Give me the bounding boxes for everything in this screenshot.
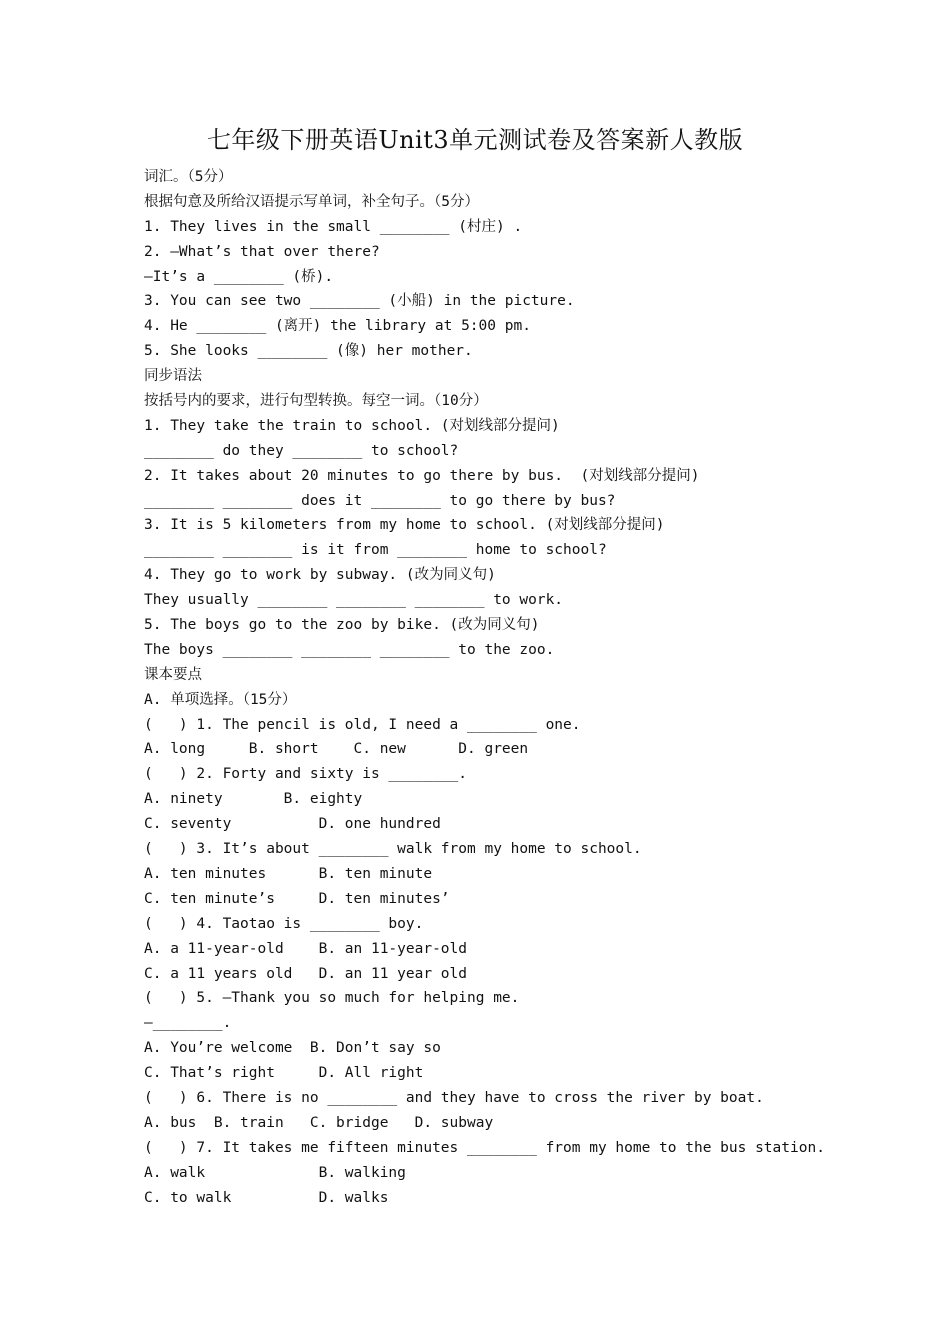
mc-question-5-response: —________.	[144, 1015, 232, 1032]
section-textbook-heading: 课本要点	[144, 666, 202, 683]
vocab-question-2-answer: —It’s a ________ (桥).	[144, 268, 334, 285]
mc-question-2-options-cd: C. seventy D. one hundred	[144, 816, 441, 833]
mc-question-5: ( ) 5. —Thank you so much for helping me.	[144, 990, 520, 1007]
grammar-question-5-blank: The boys ________ ________ ________ to the zoo.	[144, 641, 555, 658]
mc-question-3: ( ) 3. It’s about ________ walk from my home to school.	[144, 841, 642, 858]
mc-question-4: ( ) 4. Taotao is ________ boy.	[144, 915, 424, 932]
mc-question-7-options-ab: A. walk B. walking	[144, 1164, 406, 1181]
mc-question-1-options: A. long B. short C. new D. green	[144, 741, 529, 758]
document-title: 七年级下册英语Unit3单元测试卷及答案新人教版	[206, 126, 744, 154]
mc-question-5-options-ab: A. You’re welcome B. Don’t say so	[144, 1040, 441, 1057]
mc-question-7: ( ) 7. It takes me fifteen minutes ________ from my home to the bus station.	[144, 1139, 825, 1156]
mc-question-3-options-ab: A. ten minutes B. ten minute	[144, 865, 433, 882]
grammar-question-5: 5. The boys go to the zoo by bike. (改为同义句)	[144, 617, 540, 634]
grammar-instructions: 按括号内的要求，进行句型转换。每空一词。（10分）	[144, 393, 488, 410]
mc-question-2-options-ab: A. ninety B. eighty	[144, 791, 363, 808]
vocab-question-3: 3. You can see two ________ (小船) in the picture.	[144, 293, 575, 310]
grammar-question-4-blank: They usually ________ ________ ________ to work.	[144, 592, 564, 609]
grammar-question-3: 3. It is 5 kilometers from my home to school. (对划线部分提问)	[144, 517, 665, 534]
grammar-question-1: 1. They take the train to school. (对划线部分提问)	[144, 417, 560, 434]
mc-question-6-options: A. bus B. train C. bridge D. subway	[144, 1114, 494, 1131]
grammar-question-2-blank: ________ ________ does it ________ to go there by bus?	[144, 492, 616, 509]
document-body	[144, 165, 904, 1210]
grammar-question-3-blank: ________ ________ is it from ________ home to school?	[144, 542, 607, 559]
mc-question-1: ( ) 1. The pencil is old, I need a ________ one.	[144, 716, 581, 733]
vocab-question-2: 2. —What’s that over there?	[144, 243, 380, 260]
mc-question-2: ( ) 2. Forty and sixty is ________.	[144, 766, 468, 783]
grammar-question-2: 2. It takes about 20 minutes to go there by bus. (对划线部分提问)	[144, 467, 700, 484]
vocab-question-5: 5. She looks ________ (像) her mother.	[144, 343, 473, 360]
vocab-question-4: 4. He ________ (离开) the library at 5:00 pm.	[144, 318, 531, 335]
section-grammar-heading: 同步语法	[144, 368, 202, 385]
mc-question-6: ( ) 6. There is no ________ and they have to cross the river by boat.	[144, 1089, 764, 1106]
multiple-choice-heading: A. 单项选择。（15分）	[144, 691, 297, 708]
vocabulary-instructions: 根据句意及所给汉语提示写单词，补全句子。（5分）	[144, 193, 479, 210]
mc-question-7-options-cd: C. to walk D. walks	[144, 1189, 389, 1206]
mc-question-5-options-cd: C. That’s right D. All right	[144, 1065, 424, 1082]
mc-question-4-options-ab: A. a 11-year-old B. an 11-year-old	[144, 940, 468, 957]
section-vocabulary-heading: 词汇。（5分）	[144, 169, 233, 185]
mc-question-3-options-cd: C. ten minute’s D. ten minutes’	[144, 890, 450, 907]
mc-question-4-options-cd: C. a 11 years old D. an 11 year old	[144, 965, 468, 982]
grammar-question-4: 4. They go to work by subway. (改为同义句)	[144, 567, 496, 584]
grammar-question-1-blank: ________ do they ________ to school?	[144, 442, 459, 459]
vocab-question-1: 1. They lives in the small ________ (村庄) .	[144, 218, 523, 235]
